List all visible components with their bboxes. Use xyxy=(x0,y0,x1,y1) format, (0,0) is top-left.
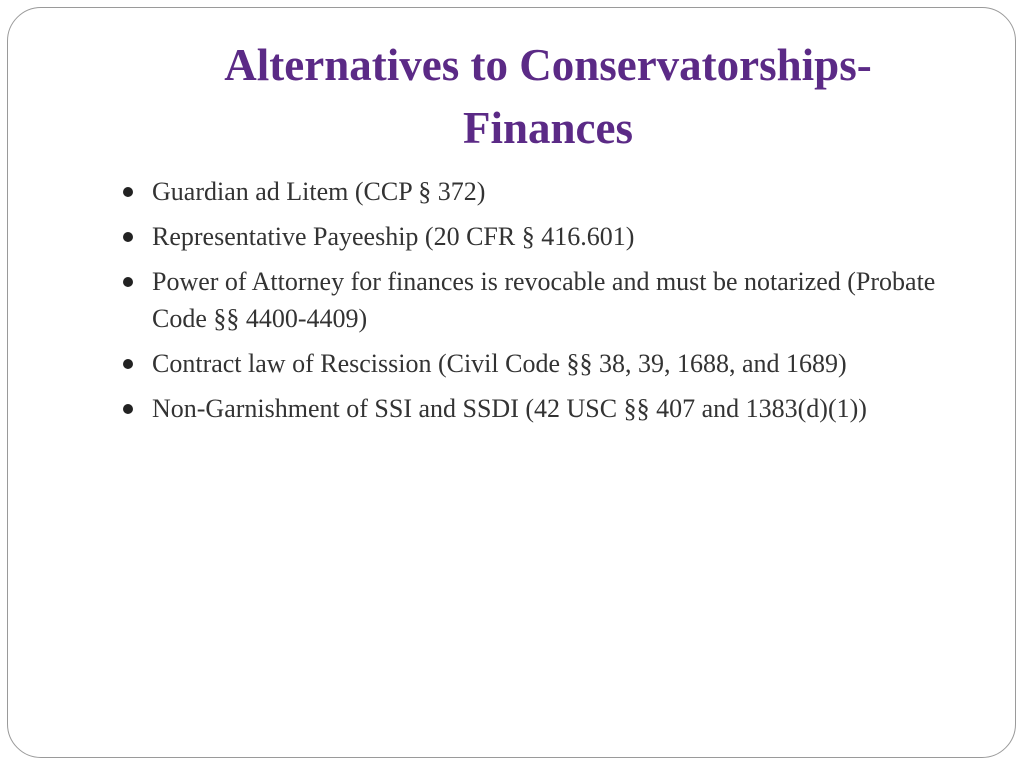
bullet-text: Power of Attorney for finances is revocable and must be notarized (Probate Code §§ 4400-4409) xyxy=(152,267,936,333)
bullet-text: Guardian ad Litem (CCP § 372) xyxy=(152,177,486,206)
bullet-item xyxy=(121,263,991,337)
bullet-item xyxy=(121,390,991,427)
title-line-2: Finances xyxy=(462,103,633,153)
bullet-item xyxy=(121,345,991,382)
bullet-item xyxy=(121,218,991,255)
bullet-text: Contract law of Rescission (Civil Code §§ 38, 39, 1688, and 1689) xyxy=(152,349,847,378)
bullet-list xyxy=(121,173,991,435)
bullet-dot-icon xyxy=(123,232,133,242)
slide-frame xyxy=(7,7,1016,758)
bullet-item xyxy=(121,173,991,210)
bullet-dot-icon xyxy=(123,404,133,414)
bullet-dot-icon xyxy=(123,277,133,287)
bullet-dot-icon xyxy=(123,187,133,197)
bullet-text: Representative Payeeship (20 CFR § 416.601) xyxy=(152,222,635,251)
title-line-1: Alternatives to Conservatorships- xyxy=(224,40,872,90)
bullet-text: Non-Garnishment of SSI and SSDI (42 USC §§ 407 and 1383(d)(1)) xyxy=(152,394,867,423)
bullet-dot-icon xyxy=(123,359,133,369)
slide-title xyxy=(98,34,998,160)
